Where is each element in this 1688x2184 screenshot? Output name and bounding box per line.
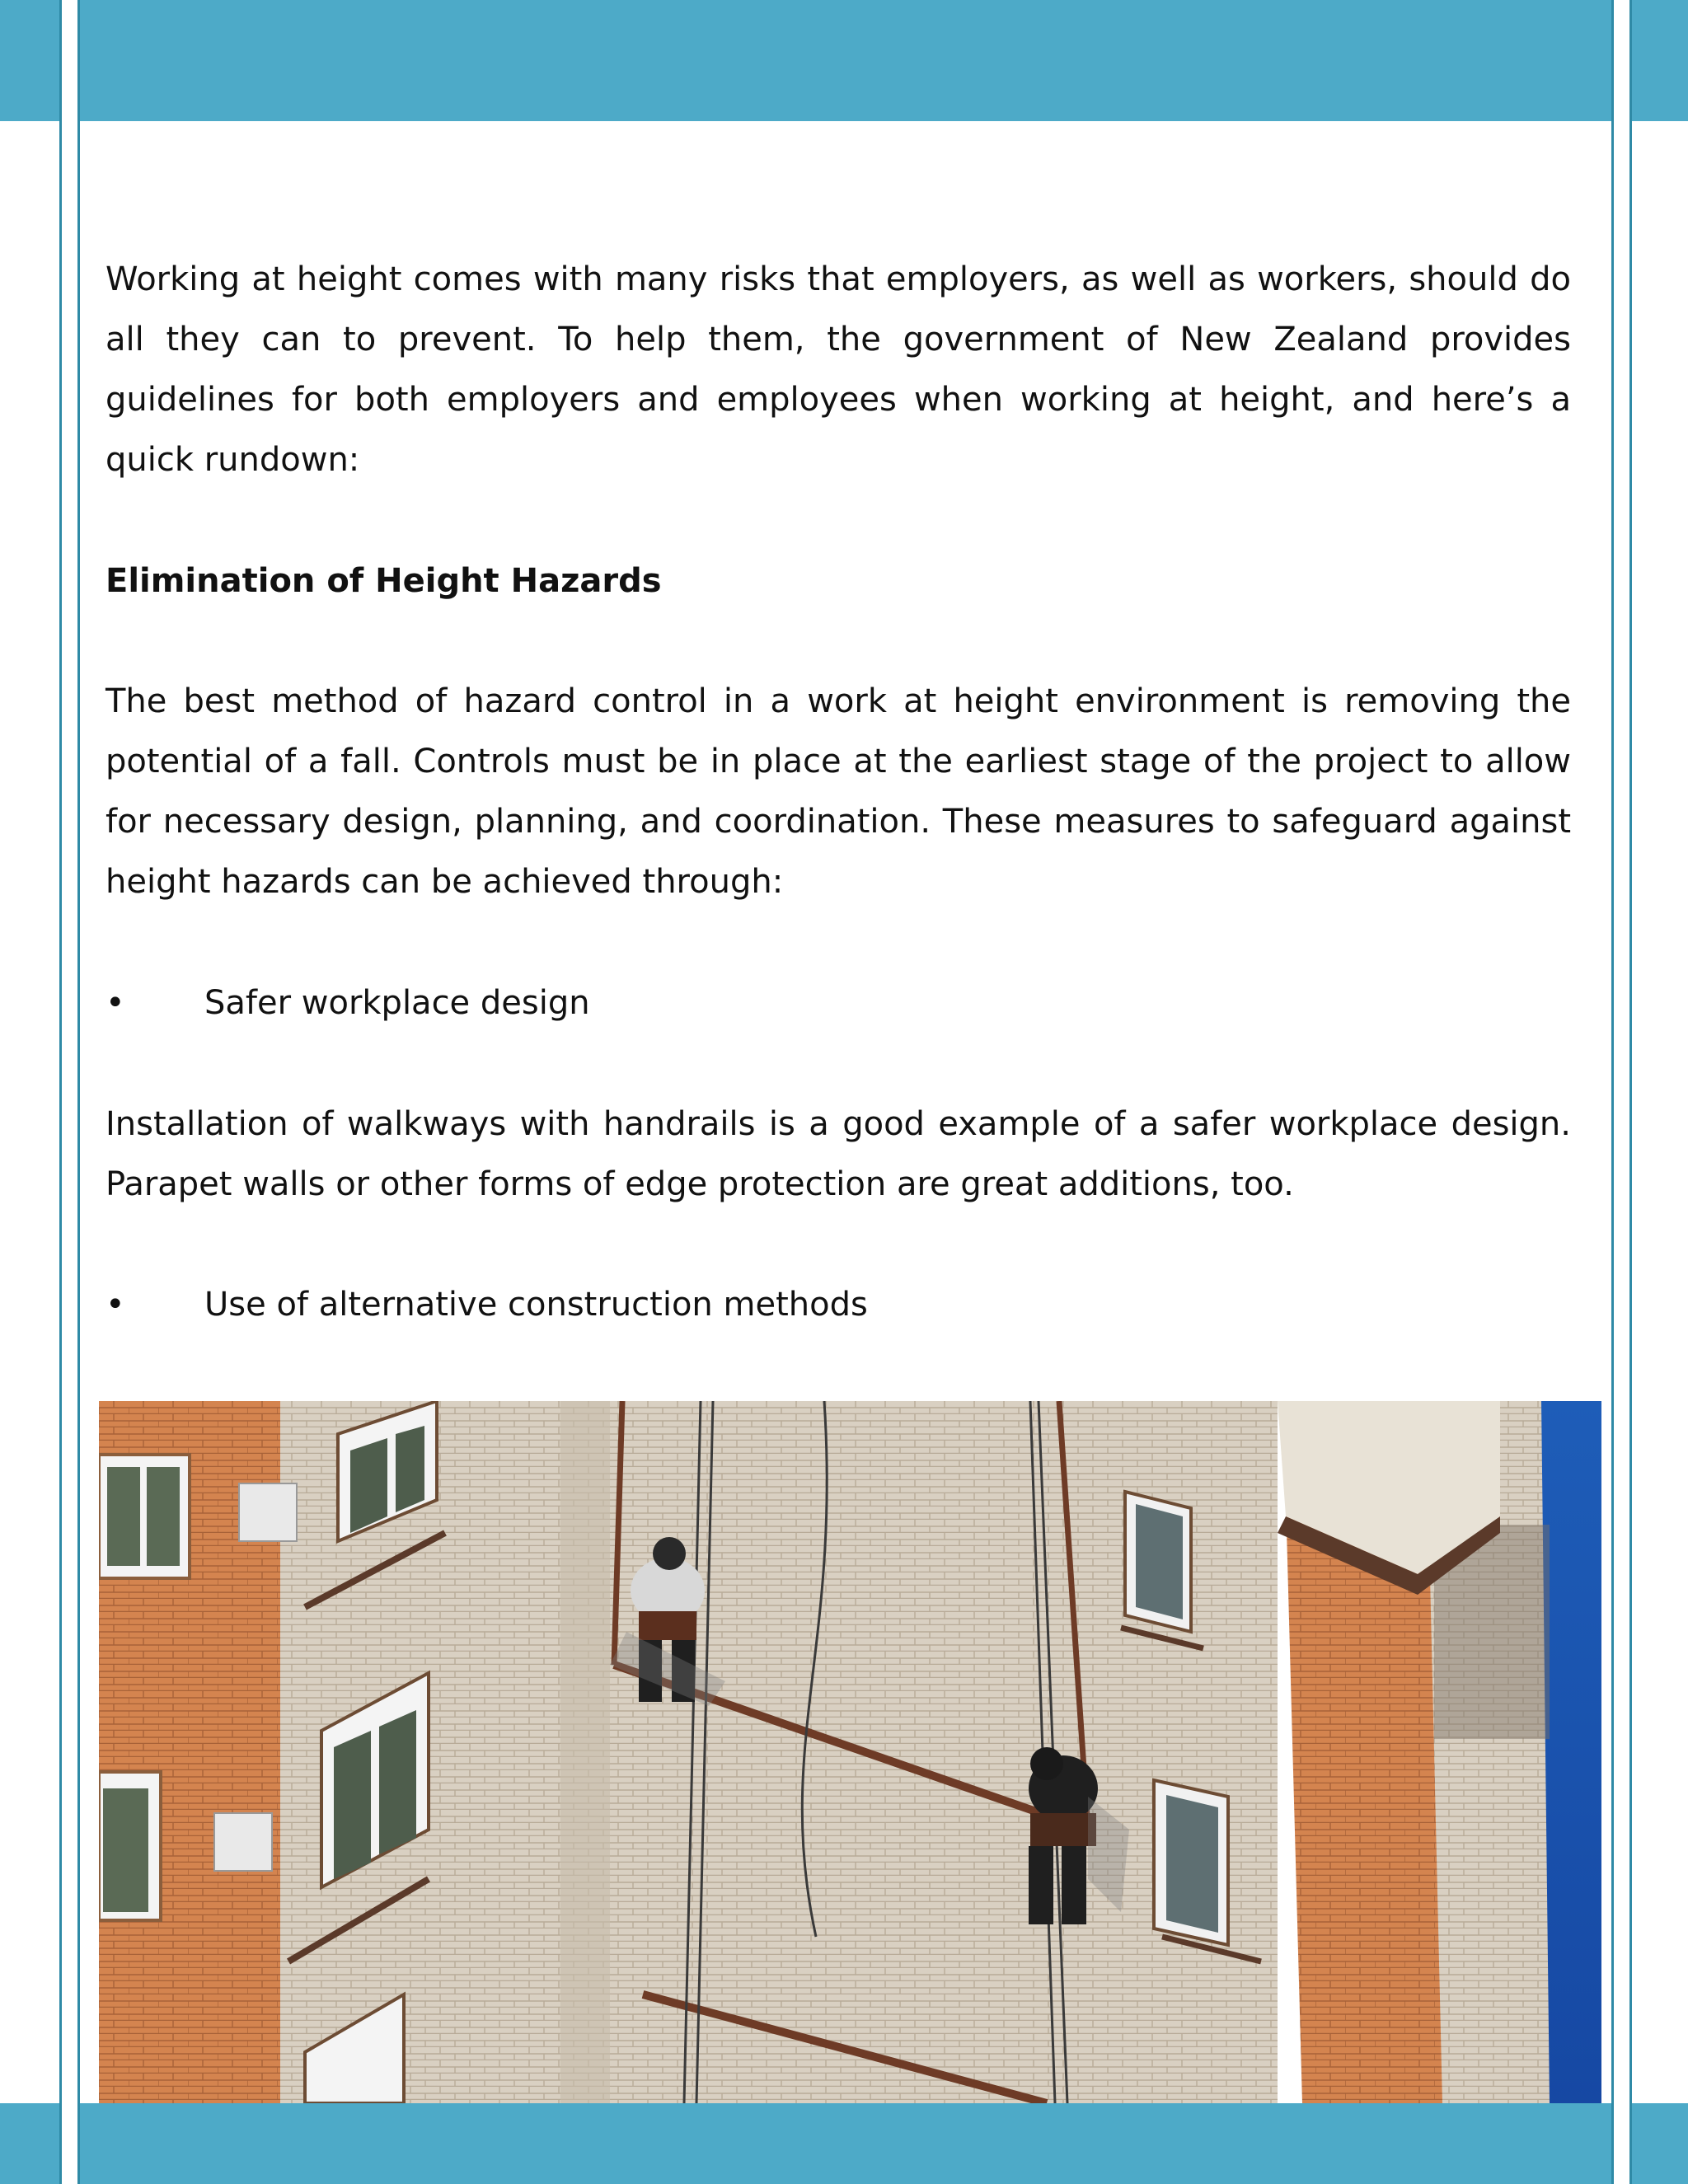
- bullet-dot: •: [106, 1286, 125, 1324]
- building-workers-photo: [99, 1401, 1601, 2103]
- section-body-paragraph: The best method of hazard control in a work at height environment is removing the potential of a fall. Controls must be in place at the earliest stage of the project to allow for necessary design, planning, and coordination. These measures to safeguard against height hazards can be achieved through:: [106, 682, 1571, 901]
- top-band-right: [1632, 0, 1688, 121]
- bullet-detail-paragraph: Installation of walkways with handrails is a good example of a safer workplace design. Parapet walls or other forms of edge protection are great additions, too.: [106, 1105, 1571, 1203]
- frame-line: [59, 0, 62, 2184]
- section-body-block: [106, 672, 1571, 912]
- intro-block: [106, 250, 1571, 490]
- frame-line: [1611, 0, 1614, 2184]
- bullet-detail-block: [106, 1094, 1571, 1215]
- section-heading: Elimination of Height Hazards: [106, 562, 662, 600]
- bottom-band-left: [0, 2103, 59, 2184]
- bullet-text: Use of alternative construction methods: [204, 1286, 868, 1324]
- frame-line: [1629, 0, 1632, 2184]
- bullet-dot: •: [106, 984, 125, 1022]
- top-band: [80, 0, 1611, 121]
- intro-paragraph: Working at height comes with many risks that employers, as well as workers, should do all they can to prevent. To help them, the government of New Zealand provides guidelines for both employers and employees when working at height, and here’s a quick rundown:: [106, 260, 1571, 479]
- bottom-band-right: [1632, 2103, 1688, 2184]
- section-heading-block: [106, 551, 1571, 612]
- frame-line: [77, 0, 80, 2184]
- bottom-band: [80, 2103, 1611, 2184]
- bullet-text: Safer workplace design: [204, 984, 590, 1022]
- top-band-left: [0, 0, 59, 121]
